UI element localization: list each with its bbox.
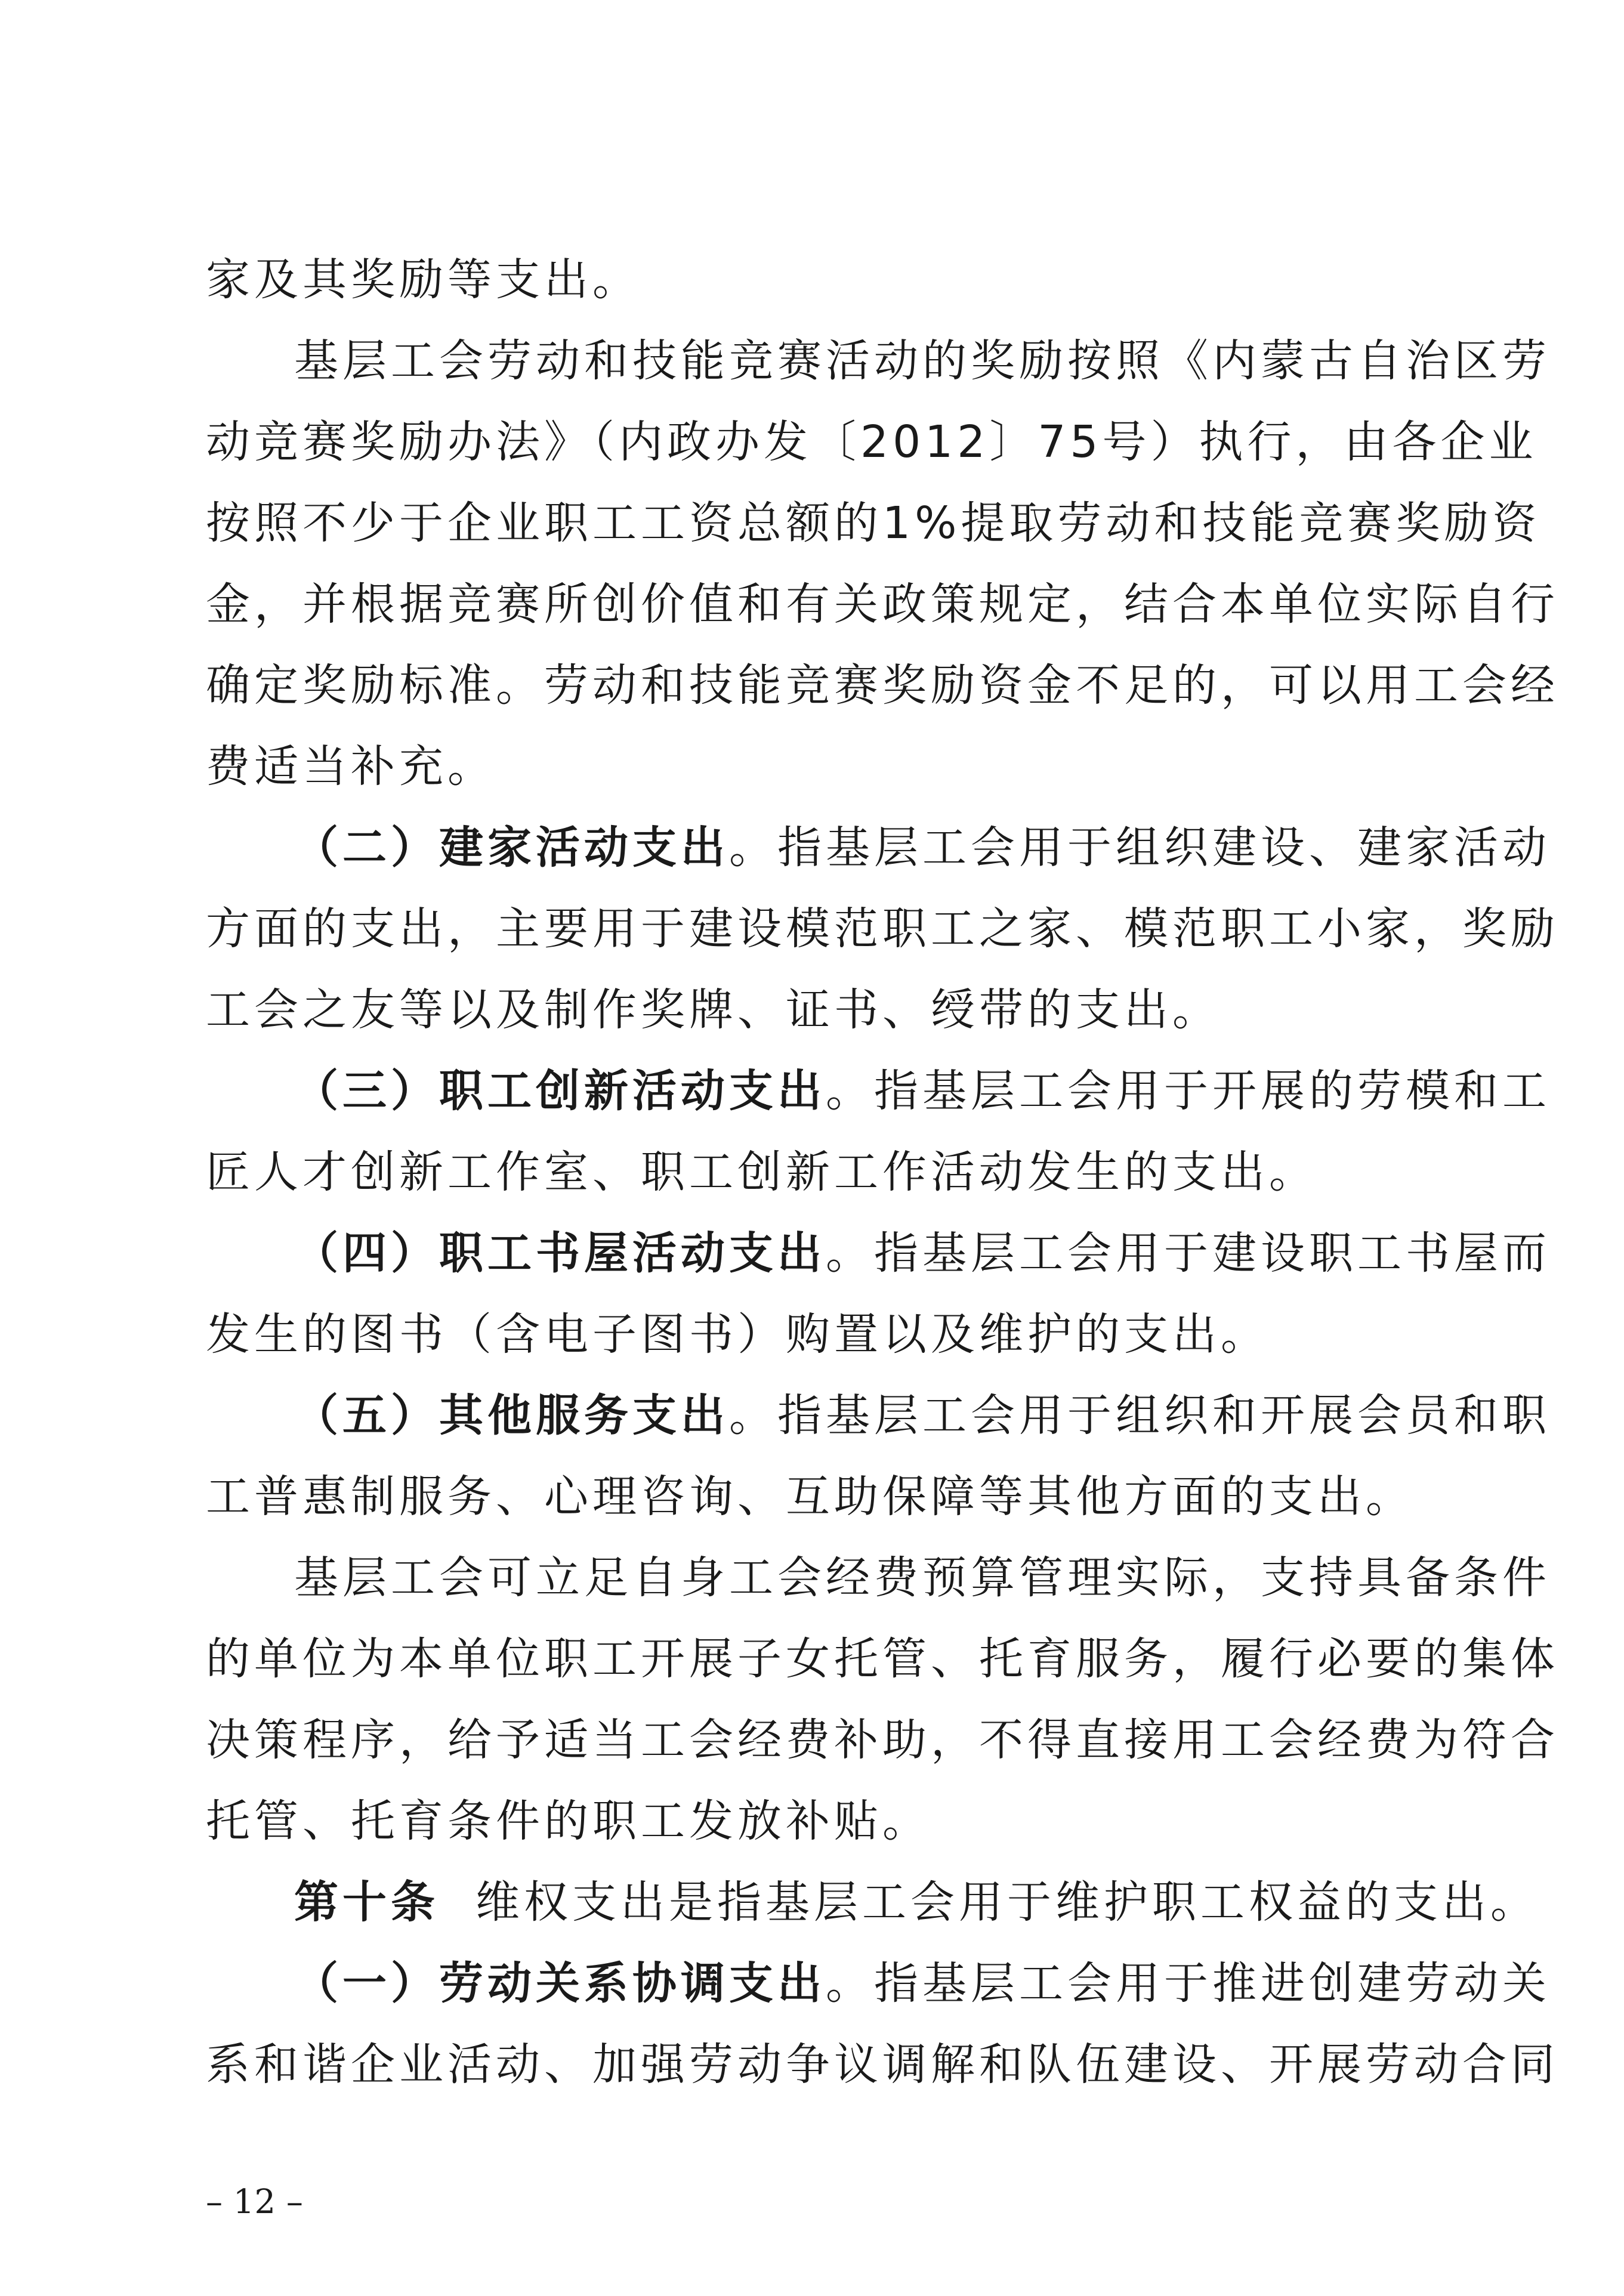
text-line: 工会之友等以及制作奖牌、证书、绶带的支出。 — [206, 984, 1221, 1036]
section-heading: （二）建家活动支出 — [294, 822, 729, 873]
section-heading: （五）其他服务支出 — [294, 1390, 729, 1441]
text-line: 动竞赛奖励办法》（内政办发〔2012〕75号）执行，由各企业 — [206, 416, 1537, 468]
section-heading-line: （三）职工创新活动支出。指基层工会用于开展的劳模和工 — [294, 1065, 1551, 1117]
text-line: 方面的支出，主要用于建设模范职工之家、模范职工小家，奖励 — [206, 903, 1559, 954]
section-heading: （三）职工创新活动支出 — [294, 1065, 826, 1117]
section-heading-line: （二）建家活动支出。指基层工会用于组织建设、建家活动 — [294, 822, 1551, 873]
text-line: 托管、托育条件的职工发放补贴。 — [206, 1796, 931, 1847]
text-line: 确定奖励标准。劳动和技能竞赛奖励资金不足的，可以用工会经 — [206, 660, 1559, 711]
text-line: 金，并根据竞赛所创价值和有关政策规定，结合本单位实际自行 — [206, 579, 1559, 630]
section-heading: （四）职工书屋活动支出 — [294, 1228, 826, 1279]
article-heading: 第十条 — [294, 1877, 439, 1928]
text-line: 的单位为本单位职工开展子女托管、托育服务，履行必要的集体 — [206, 1633, 1559, 1685]
text-line: 决策程序，给予适当工会经费补助，不得直接用工会经费为符合 — [206, 1714, 1559, 1766]
paragraph-start: 基层工会可立足自身工会经费预算管理实际，支持具备条件 — [294, 1552, 1551, 1603]
article-heading-line: 第十条 维权支出是指基层工会用于维护职工权益的支出。 — [294, 1877, 1539, 1928]
paragraph-start: 基层工会劳动和技能竞赛活动的奖励按照《内蒙古自治区劳 — [294, 335, 1551, 387]
text-line: 发生的图书（含电子图书）购置以及维护的支出。 — [206, 1309, 1269, 1360]
text-line: 系和谐企业活动、加强劳动争议调解和队伍建设、开展劳动合同 — [206, 2039, 1559, 2090]
section-heading-line: （一）劳动关系协调支出。指基层工会用于推进创建劳动关 — [294, 1958, 1551, 2009]
section-heading: （一）劳动关系协调支出 — [294, 1958, 826, 2009]
section-heading-line: （四）职工书屋活动支出。指基层工会用于建设职工书屋而 — [294, 1228, 1551, 1279]
text-line: 工普惠制服务、心理咨询、互助保障等其他方面的支出。 — [206, 1471, 1414, 1522]
text-line: 家及其奖励等支出。 — [206, 254, 641, 305]
page-number: – 12 – — [206, 2183, 303, 2221]
text-line: 按照不少于企业职工工资总额的1%提取劳动和技能竞赛奖励资 — [206, 497, 1541, 549]
text-line: 匠人才创新工作室、职工创新工作活动发生的支出。 — [206, 1147, 1317, 1198]
text-line: 费适当补充。 — [206, 741, 496, 792]
section-heading-line: （五）其他服务支出。指基层工会用于组织和开展会员和职 — [294, 1390, 1551, 1441]
